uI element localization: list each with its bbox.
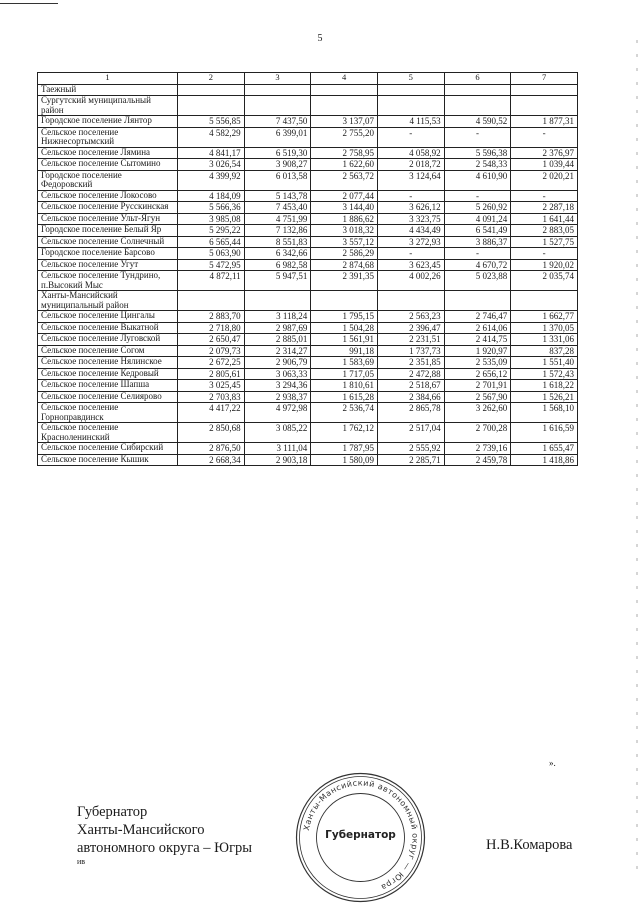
- value-cell: 2 903,18: [244, 454, 311, 466]
- empty-cell: [511, 85, 578, 96]
- value-cell: 3 908,27: [244, 159, 311, 171]
- empty-cell: [244, 291, 311, 311]
- value-cell: 2 231,51: [377, 334, 444, 346]
- value-cell: 7 132,86: [244, 225, 311, 237]
- table-row: [38, 236, 578, 248]
- table-row: [38, 322, 578, 334]
- value-cell: 2 614,06: [444, 322, 511, 334]
- value-cell: 2 535,09: [444, 357, 511, 369]
- value-cell: -: [511, 248, 578, 260]
- settlement-name: Сельское поселение Сибирский: [38, 443, 178, 455]
- value-cell: 2 703,83: [178, 391, 245, 403]
- settlement-name: Сельское поселение Согом: [38, 345, 178, 357]
- value-cell: 2 414,75: [444, 334, 511, 346]
- position-line-2: Ханты-Мансийского: [77, 822, 205, 838]
- value-cell: 4 417,22: [178, 403, 245, 423]
- empty-cell: [178, 291, 245, 311]
- value-cell: 1 615,28: [311, 391, 378, 403]
- value-cell: 2 650,47: [178, 334, 245, 346]
- value-cell: 2 805,61: [178, 368, 245, 380]
- value-cell: 2 285,71: [377, 454, 444, 466]
- value-cell: 1 583,69: [311, 357, 378, 369]
- table-row: [38, 334, 578, 346]
- empty-cell: [311, 291, 378, 311]
- value-cell: 1 616,59: [511, 423, 578, 443]
- column-header-4: 4: [311, 73, 378, 85]
- empty-cell: [244, 85, 311, 96]
- settlement-name: Городское поселение Барсово: [38, 248, 178, 260]
- value-cell: 2 876,50: [178, 443, 245, 455]
- value-cell: 2 459,78: [444, 454, 511, 466]
- value-cell: 1 370,05: [511, 322, 578, 334]
- value-cell: 1 920,97: [444, 345, 511, 357]
- value-cell: 1 580,09: [311, 454, 378, 466]
- value-cell: 1 877,31: [511, 116, 578, 128]
- settlement-name: Сельское поселение Кышик: [38, 454, 178, 466]
- value-cell: 2 874,68: [311, 259, 378, 271]
- value-cell: 5 472,95: [178, 259, 245, 271]
- empty-cell: [377, 96, 444, 116]
- data-table: [37, 72, 578, 466]
- value-cell: 3 623,45: [377, 259, 444, 271]
- value-cell: 1 618,22: [511, 380, 578, 392]
- section-row: [38, 96, 578, 116]
- value-cell: 1 737,73: [377, 345, 444, 357]
- value-cell: 2 517,04: [377, 423, 444, 443]
- value-cell: 1 810,61: [311, 380, 378, 392]
- settlement-name: Сельское поселение Луговской: [38, 334, 178, 346]
- value-cell: 3 137,07: [311, 116, 378, 128]
- value-cell: 2 020,21: [511, 170, 578, 190]
- value-cell: 2 287,18: [511, 202, 578, 214]
- value-cell: 2 391,35: [311, 271, 378, 291]
- column-header-3: 3: [244, 73, 311, 85]
- official-seal: [293, 770, 428, 905]
- value-cell: 1 331,06: [511, 334, 578, 346]
- empty-cell: [444, 291, 511, 311]
- value-cell: 2 518,67: [377, 380, 444, 392]
- value-cell: 2 472,88: [377, 368, 444, 380]
- value-cell: 3 886,37: [444, 236, 511, 248]
- value-cell: 6 519,30: [244, 147, 311, 159]
- value-cell: 3 063,33: [244, 368, 311, 380]
- value-cell: 2 396,47: [377, 322, 444, 334]
- table-closing-mark: ».: [549, 758, 556, 768]
- value-cell: 7 453,40: [244, 202, 311, 214]
- value-cell: -: [511, 127, 578, 147]
- value-cell: 4 184,09: [178, 190, 245, 202]
- value-cell: 1 418,86: [511, 454, 578, 466]
- position-line-1: Губернатор: [77, 804, 148, 820]
- value-cell: 1 622,60: [311, 159, 378, 171]
- settlement-name: Сельское поселение Угут: [38, 259, 178, 271]
- value-cell: 2 865,78: [377, 403, 444, 423]
- value-cell: 6 013,58: [244, 170, 311, 190]
- value-cell: 837,28: [511, 345, 578, 357]
- value-cell: 5 295,22: [178, 225, 245, 237]
- value-cell: 2 555,92: [377, 443, 444, 455]
- value-cell: 2 701,91: [444, 380, 511, 392]
- page-number: 5: [317, 33, 323, 44]
- section-row: [38, 291, 578, 311]
- value-cell: 4 091,24: [444, 213, 511, 225]
- value-cell: 1 717,05: [311, 368, 378, 380]
- value-cell: 2 987,69: [244, 322, 311, 334]
- scan-edge-marks: [636, 40, 638, 880]
- value-cell: 1 641,44: [511, 213, 578, 225]
- table-row: [38, 423, 578, 443]
- signer-name: Н.В.Комарова: [486, 837, 573, 853]
- table-row: [38, 116, 578, 128]
- value-cell: 2 883,05: [511, 225, 578, 237]
- value-cell: 4 972,98: [244, 403, 311, 423]
- value-cell: -: [511, 190, 578, 202]
- column-header-1: 1: [38, 73, 178, 85]
- section-name: Сургутский муниципальный район: [38, 96, 178, 116]
- value-cell: 8 551,83: [244, 236, 311, 248]
- header-row: [38, 73, 578, 85]
- table-row: [38, 127, 578, 147]
- value-cell: 2 351,85: [377, 357, 444, 369]
- value-cell: 1 662,77: [511, 311, 578, 323]
- empty-cell: [311, 85, 378, 96]
- value-cell: 2 079,73: [178, 345, 245, 357]
- table-row: [38, 159, 578, 171]
- value-cell: 4 582,29: [178, 127, 245, 147]
- value-cell: 4 002,26: [377, 271, 444, 291]
- value-cell: 3 626,12: [377, 202, 444, 214]
- seal-ring-text: Ханты-Мансийский автономный округ — Югра: [301, 778, 420, 893]
- value-cell: 3 985,08: [178, 213, 245, 225]
- value-cell: 1 762,12: [311, 423, 378, 443]
- table-row: [38, 213, 578, 225]
- settlement-name: Сельское поселение Тундрино, п.Высокий Мыс: [38, 271, 178, 291]
- table-row: [38, 147, 578, 159]
- empty-cell: [444, 96, 511, 116]
- value-cell: 2 536,74: [311, 403, 378, 423]
- settlement-name: Сельское поселение Цингалы: [38, 311, 178, 323]
- top-rule: [0, 3, 58, 4]
- value-cell: 6 541,49: [444, 225, 511, 237]
- value-cell: 4 670,72: [444, 259, 511, 271]
- value-cell: 2 018,72: [377, 159, 444, 171]
- settlement-name: Сельское поселение Выкатной: [38, 322, 178, 334]
- value-cell: 1 568,10: [511, 403, 578, 423]
- value-cell: 5 260,92: [444, 202, 511, 214]
- value-cell: -: [444, 248, 511, 260]
- empty-cell: [511, 291, 578, 311]
- value-cell: 4 058,92: [377, 147, 444, 159]
- settlement-name: Сельское поселение Сытомино: [38, 159, 178, 171]
- empty-cell: [178, 96, 245, 116]
- value-cell: 1 039,44: [511, 159, 578, 171]
- value-cell: 991,18: [311, 345, 378, 357]
- settlement-name: Сельское поселение Кедровый: [38, 368, 178, 380]
- value-cell: 6 342,66: [244, 248, 311, 260]
- table-row: [38, 271, 578, 291]
- value-cell: 5 947,51: [244, 271, 311, 291]
- position-line-3: автономного округа – Югры: [77, 840, 253, 856]
- settlement-name: Городское поселение Федоровский: [38, 170, 178, 190]
- settlement-name: Сельское поселение Солнечный: [38, 236, 178, 248]
- value-cell: 1 526,21: [511, 391, 578, 403]
- value-cell: 3 111,04: [244, 443, 311, 455]
- value-cell: 2 700,28: [444, 423, 511, 443]
- column-header-6: 6: [444, 73, 511, 85]
- empty-cell: [178, 85, 245, 96]
- value-cell: 4 872,11: [178, 271, 245, 291]
- seal-center-text: Губернатор: [325, 829, 396, 841]
- table-row: [38, 225, 578, 237]
- section-name: Таежный: [38, 85, 178, 96]
- settlement-name: Сельское поселение Горноправдинск: [38, 403, 178, 423]
- value-cell: 1 787,95: [311, 443, 378, 455]
- value-cell: 1 572,43: [511, 368, 578, 380]
- value-cell: 2 850,68: [178, 423, 245, 443]
- value-cell: 3 085,22: [244, 423, 311, 443]
- value-cell: 2 563,23: [377, 311, 444, 323]
- value-cell: 2 906,79: [244, 357, 311, 369]
- value-cell: 4 434,49: [377, 225, 444, 237]
- value-cell: 1 527,75: [511, 236, 578, 248]
- value-cell: 2 668,34: [178, 454, 245, 466]
- value-cell: 4 841,17: [178, 147, 245, 159]
- value-cell: 4 610,90: [444, 170, 511, 190]
- value-cell: 7 437,50: [244, 116, 311, 128]
- value-cell: 1 551,40: [511, 357, 578, 369]
- table-row: [38, 202, 578, 214]
- value-cell: 2 885,01: [244, 334, 311, 346]
- value-cell: 2 718,80: [178, 322, 245, 334]
- empty-cell: [244, 96, 311, 116]
- value-cell: 3 118,24: [244, 311, 311, 323]
- value-cell: -: [444, 127, 511, 147]
- table-row: [38, 380, 578, 392]
- value-cell: 2 314,27: [244, 345, 311, 357]
- value-cell: 2 755,20: [311, 127, 378, 147]
- value-cell: 2 077,44: [311, 190, 378, 202]
- section-name: Ханты-Мансийский муниципальный район: [38, 291, 178, 311]
- value-cell: 5 023,88: [444, 271, 511, 291]
- settlement-name: Сельское поселение Селиярово: [38, 391, 178, 403]
- value-cell: -: [377, 190, 444, 202]
- column-header-7: 7: [511, 73, 578, 85]
- value-cell: 3 025,45: [178, 380, 245, 392]
- table-body: [38, 85, 578, 466]
- table-row: [38, 357, 578, 369]
- settlement-name: Сельское поселение Шапша: [38, 380, 178, 392]
- value-cell: 2 758,95: [311, 147, 378, 159]
- table-row: [38, 248, 578, 260]
- settlement-name: Сельское поселение Русскинская: [38, 202, 178, 214]
- value-cell: 1 920,02: [511, 259, 578, 271]
- table-row: [38, 368, 578, 380]
- column-header-2: 2: [178, 73, 245, 85]
- table-row: [38, 391, 578, 403]
- table-row: [38, 311, 578, 323]
- value-cell: 1 504,28: [311, 322, 378, 334]
- value-cell: 2 672,25: [178, 357, 245, 369]
- value-cell: 5 063,90: [178, 248, 245, 260]
- value-cell: 5 143,78: [244, 190, 311, 202]
- value-cell: -: [377, 248, 444, 260]
- value-cell: 2 035,74: [511, 271, 578, 291]
- value-cell: 4 751,99: [244, 213, 311, 225]
- settlement-name: Сельское поселение Ульт-Ягун: [38, 213, 178, 225]
- value-cell: 3 144,40: [311, 202, 378, 214]
- value-cell: 1 561,91: [311, 334, 378, 346]
- settlement-name: Городское поселение Белый Яр: [38, 225, 178, 237]
- value-cell: 1 795,15: [311, 311, 378, 323]
- value-cell: 2 746,47: [444, 311, 511, 323]
- settlement-name: Сельское поселение Красноленинский: [38, 423, 178, 443]
- settlement-name: Городское поселение Лянтор: [38, 116, 178, 128]
- value-cell: 5 566,36: [178, 202, 245, 214]
- settlement-name: Сельское поселение Нялинское: [38, 357, 178, 369]
- value-cell: 3 124,64: [377, 170, 444, 190]
- value-cell: 2 548,33: [444, 159, 511, 171]
- table-row: [38, 170, 578, 190]
- value-cell: 3 323,75: [377, 213, 444, 225]
- table-row: [38, 403, 578, 423]
- column-header-5: 5: [377, 73, 444, 85]
- value-cell: 2 384,66: [377, 391, 444, 403]
- empty-cell: [377, 85, 444, 96]
- value-cell: 6 565,44: [178, 236, 245, 248]
- empty-cell: [311, 96, 378, 116]
- value-cell: 5 596,38: [444, 147, 511, 159]
- value-cell: -: [377, 127, 444, 147]
- empty-cell: [444, 85, 511, 96]
- value-cell: 3 272,93: [377, 236, 444, 248]
- table-row: [38, 454, 578, 466]
- value-cell: 2 883,70: [178, 311, 245, 323]
- settlement-name: Сельское поселение Лямина: [38, 147, 178, 159]
- empty-cell: [377, 291, 444, 311]
- value-cell: 2 567,90: [444, 391, 511, 403]
- value-cell: 3 018,32: [311, 225, 378, 237]
- value-cell: 2 376,97: [511, 147, 578, 159]
- empty-cell: [511, 96, 578, 116]
- value-cell: 5 556,85: [178, 116, 245, 128]
- settlement-name: Сельское поселение Нижнесортымский: [38, 127, 178, 147]
- value-cell: 4 115,53: [377, 116, 444, 128]
- value-cell: 2 586,29: [311, 248, 378, 260]
- signature-block: [77, 803, 252, 867]
- value-cell: 1 655,47: [511, 443, 578, 455]
- table-row: [38, 345, 578, 357]
- value-cell: 2 938,37: [244, 391, 311, 403]
- table-row: [38, 259, 578, 271]
- value-cell: 3 262,60: [444, 403, 511, 423]
- settlement-name: Сельское поселение Локосово: [38, 190, 178, 202]
- value-cell: 4 399,92: [178, 170, 245, 190]
- value-cell: 4 590,52: [444, 116, 511, 128]
- value-cell: 2 656,12: [444, 368, 511, 380]
- value-cell: -: [444, 190, 511, 202]
- value-cell: 3 557,12: [311, 236, 378, 248]
- value-cell: 1 886,62: [311, 213, 378, 225]
- value-cell: 3 294,36: [244, 380, 311, 392]
- value-cell: 2 563,72: [311, 170, 378, 190]
- table-row: [38, 190, 578, 202]
- value-cell: 6 399,01: [244, 127, 311, 147]
- value-cell: 6 982,58: [244, 259, 311, 271]
- table-row: [38, 443, 578, 455]
- value-cell: 2 739,16: [444, 443, 511, 455]
- initials-note: ив: [77, 857, 86, 866]
- section-row: [38, 85, 578, 96]
- value-cell: 3 026,54: [178, 159, 245, 171]
